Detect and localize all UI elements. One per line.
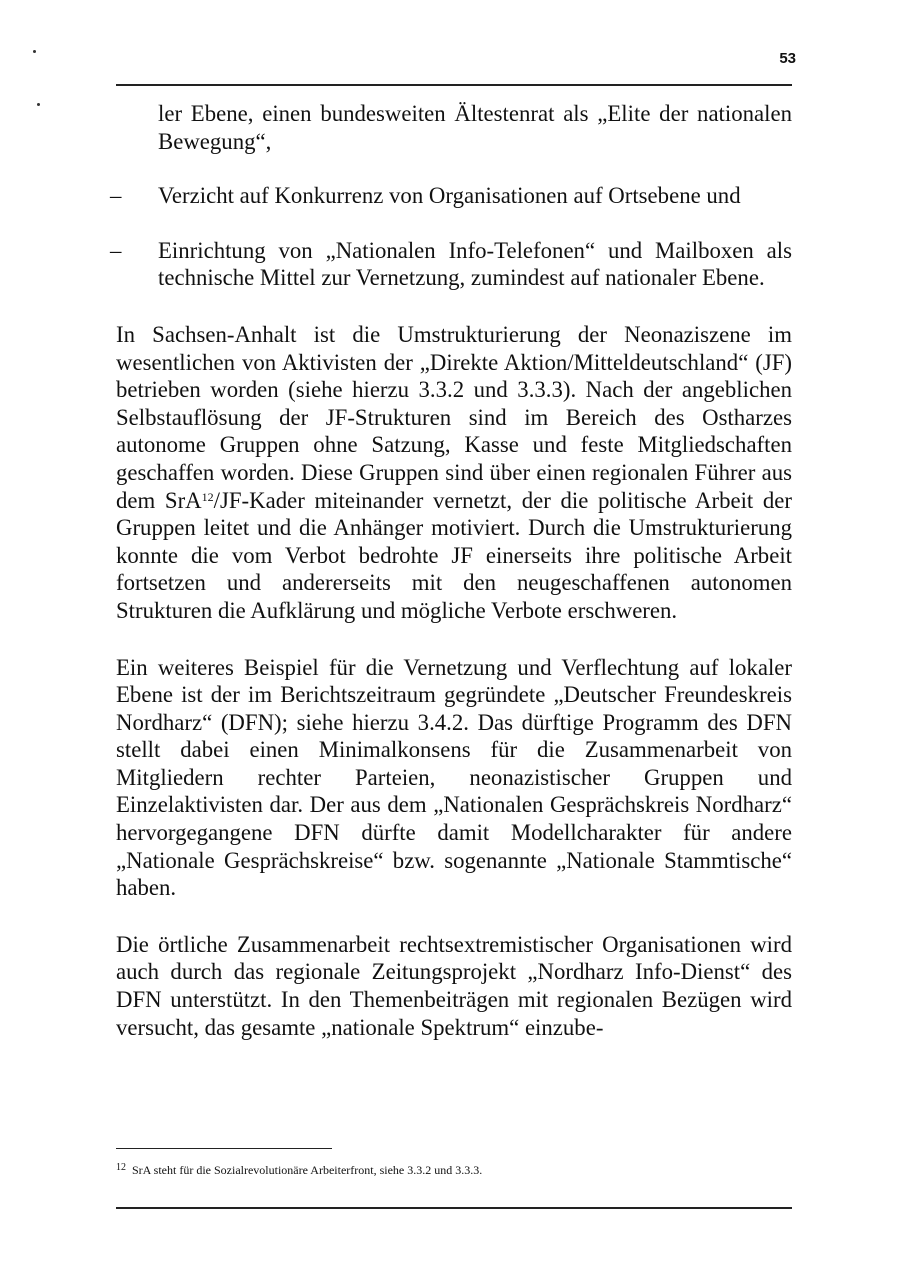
- footnote-text: SrA steht für die Sozialrevolutionäre Arbeiterfront, siehe 3.3.2 und 3.3.3.: [132, 1163, 483, 1177]
- footer-rule: [116, 1207, 792, 1209]
- scan-speck: [37, 103, 40, 106]
- paragraph: [116, 321, 792, 625]
- paragraph: Ein weiteres Beispiel für die Vernetzung und Verflechtung auf lokaler Ebene ist der im Berichtszeitraum gegründete „Deutscher Freundeskreis Nordharz“ (DFN); siehe hierzu 3.4.2. Das dürftige Programm des DFN stellt dabei einen Minimalkonsens für die Zusammenarbeit von Mitgliedern rechter Parteien, neonazistischer Gruppen und Einzelaktivisten dar. Der aus dem „Nationalen Gesprächskreis Nordharz“ hervorgegangene DFN dürfte damit Modellcharakter für andere „Nationale Gesprächskreise“ bzw. sogenannte „Nationale Stammtische“ haben.: [116, 654, 792, 901]
- header-rule: [116, 84, 792, 86]
- paragraph: Die örtliche Zusammenarbeit rechtsextremistischer Organisationen wird auch durch das regionale Zeitungsprojekt „Nordharz Info-Dienst“ des DFN unterstützt. In den Themenbeiträgen mit regionalen Bezügen wird versucht, das gesamte „nationale Spektrum“ einzube-: [116, 931, 792, 1040]
- dash-marker: –: [110, 183, 122, 209]
- dash-marker: –: [110, 237, 122, 263]
- list-item: [110, 182, 792, 210]
- list-item-text: Einrichtung von „Nationalen Info-Telefonen“ und Mailboxen als technische Mittel zur Vernetzung, zumindest auf nationaler Ebene.: [158, 237, 792, 291]
- footnote-rule: [116, 1148, 332, 1149]
- page-number: 53: [779, 50, 796, 67]
- scan-speck: [33, 50, 36, 53]
- body-text: [110, 100, 793, 1041]
- list-item-text: Verzicht auf Konkurrenz von Organisationen auf Ortsebene und: [158, 183, 741, 209]
- paragraph-text: /JF-Kader miteinander vernetzt, der die politische Arbeit der Gruppen leitet und die Anhänger motiviert. Durch die Umstrukturierung konnte die vom Verbot bedrohte JF einerseits ihre politische Arbeit fortsetzen und andererseits mit den neugeschaffenen autonomen Strukturen die Aufklärung und mögliche Verbote erschweren.: [116, 487, 793, 623]
- footnote-number: 12: [116, 1162, 126, 1173]
- list-item-continued: [116, 100, 792, 155]
- footnote: [116, 1160, 792, 1178]
- paragraph-text: In Sachsen-Anhalt ist die Umstrukturierung der Neonaziszene im wesentlichen von Aktivisten der „Direkte Aktion/Mitteldeutschland“ (JF) betrieben worden (siehe hierzu 3.3.2 und 3.3.3). Nach der angeblichen Selbstauflösung der JF-Strukturen sind im Bereich des Ostharzes autonome Gruppen ohne Satzung, Kasse und feste Mitgliedschaften geschaffen worden. Diese Gruppen sind über einen regionalen Führer aus dem SrA: [116, 321, 792, 513]
- list-item: [110, 237, 792, 292]
- list-item-text: ler Ebene, einen bundesweiten Ältestenrat als „Elite der nationalen Bewegung“,: [158, 101, 792, 154]
- footnote-reference: 12: [201, 489, 214, 504]
